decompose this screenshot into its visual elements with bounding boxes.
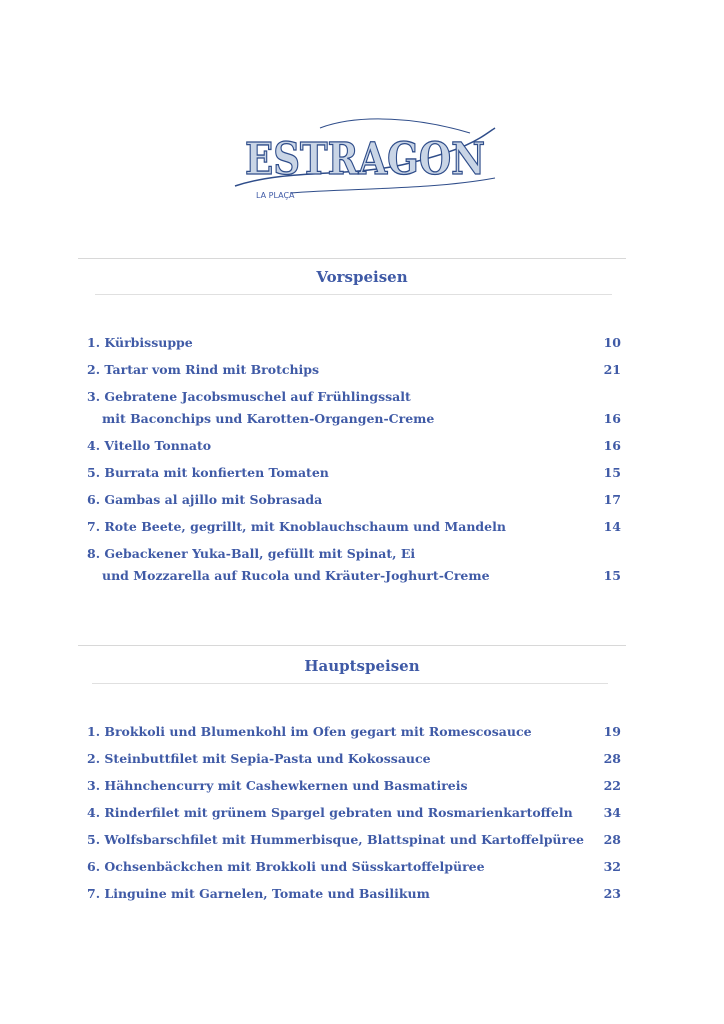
item-name-line2: mit Baconchips und Karotten-Organgen-Creme [102,411,435,426]
item-price: 16 [603,438,621,453]
item-name: 2. Steinbuttfilet mit Sepia-Pasta und Kokossauce [87,751,431,766]
item-list [87,332,621,587]
svg-text:ESTRAGON: ESTRAGON [245,134,485,185]
item-name-line1: 3. Gebratene Jacobsmuschel auf Frühlingssalt [87,389,411,404]
menu-item [87,543,621,587]
menu-item [87,359,621,381]
item-price: 19 [603,724,621,739]
item-price: 16 [603,411,621,426]
item-price: 10 [603,335,621,350]
menu-item [87,829,621,851]
item-name: 1. Kürbissuppe [87,335,193,350]
item-name [87,386,434,430]
item-name: 4. Vitello Tonnato [87,438,212,453]
divider [78,258,626,259]
divider [92,683,608,684]
item-name: 7. Rote Beete, gegrillt, mit Knoblauchschaum und Mandeln [87,519,506,534]
menu-item [87,332,621,354]
menu-item [87,856,621,878]
menu-item [87,775,621,797]
item-name: 5. Burrata mit konfierten Tomaten [87,465,329,480]
item-price: 22 [603,778,621,793]
item-price: 34 [603,805,621,820]
item-name: 6. Gambas al ajillo mit Sobrasada [87,492,323,507]
item-name: 2. Tartar vom Rind mit Brotchips [87,362,320,377]
item-name-line1: 8. Gebackener Yuka-Ball, gefüllt mit Spinat, Ei [87,546,416,561]
estragon-logo [230,108,500,203]
menu-item [87,802,621,824]
item-price: 17 [603,492,621,507]
menu-item [87,462,621,484]
item-name: 3. Hähnchencurry mit Cashewkernen und Basmatireis [87,778,468,793]
item-name: 7. Linguine mit Garnelen, Tomate und Basilikum [87,886,430,901]
menu-item [87,489,621,511]
item-name: 1. Brokkoli und Blumenkohl im Ofen gegart mit Romescosauce [87,724,532,739]
section-title: Vorspeisen [316,268,408,286]
item-price: 14 [603,519,621,534]
item-list [87,721,621,905]
menu-item [87,883,621,905]
item-name: 4. Rinderfilet mit grünem Spargel gebraten und Rosmarienkartoffeln [87,805,573,820]
item-name-line2: und Mozzarella auf Rucola und Kräuter-Joghurt-Creme [102,568,490,583]
menu-item [87,386,621,430]
item-name [87,543,490,587]
menu-item [87,435,621,457]
item-name: 5. Wolfsbarschfilet mit Hummerbisque, Blattspinat und Kartoffelpüree [87,832,585,847]
item-name: 6. Ochsenbäckchen mit Brokkoli und Süsskartoffelpüree [87,859,485,874]
item-price: 32 [603,859,621,874]
svg-text:LA PLAÇA: LA PLAÇA [256,191,295,200]
item-price: 28 [603,751,621,766]
menu-item [87,748,621,770]
menu-item [87,516,621,538]
item-price: 21 [603,362,621,377]
item-price: 15 [603,568,621,583]
item-price: 15 [603,465,621,480]
section-title: Hauptspeisen [304,657,420,675]
item-price: 28 [603,832,621,847]
menu-item [87,721,621,743]
divider [95,294,612,295]
item-price: 23 [603,886,621,901]
divider [78,645,626,646]
